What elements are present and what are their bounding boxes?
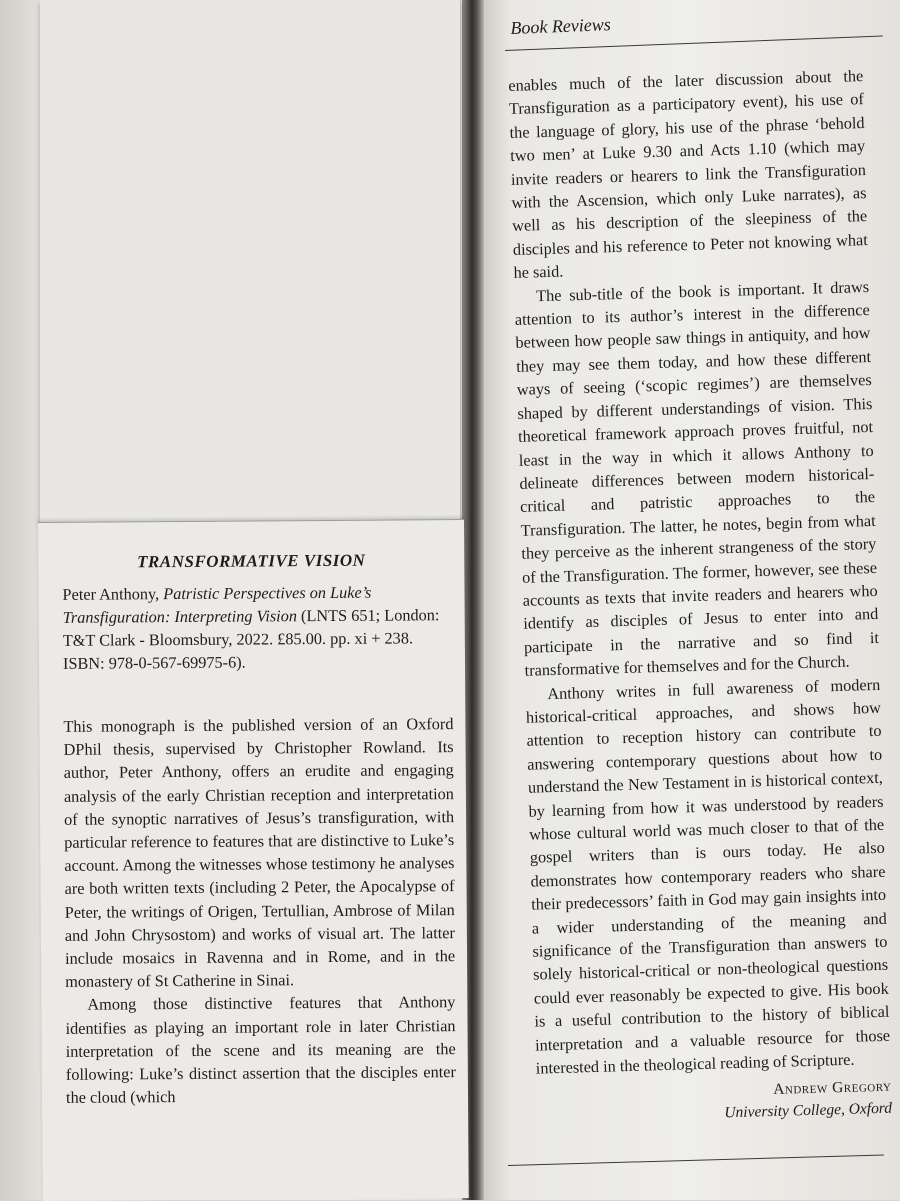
citation-details: (LNTS 651; London: T&T Clark - Bloomsbury, 2022. £85.00. pp. xi + 238. ISBN: 978-0-567-69975-6). [62,605,440,673]
reviewer-affiliation: University College, Oxford [724,1100,893,1122]
review-clipping [38,519,469,1201]
reviewer-name: Andrew Gregory [773,1078,892,1099]
review-title: TRANSFORMATIVE VISION [137,550,366,572]
right-paragraph-1: enables much of the later discussion about the Transfiguration as a participatory event), his use of the language of glory, his use of the phrase ‘behold two men’ at Luke 9.30 and Acts 1.10 (which may invite readers or hearers to link the Transfiguration with the Ascension, which only Luke narrates), as well as his description of the sleepiness of the disciples and his reference to Peter not knowing what he said. [508,66,869,283]
citation-book-title: Patristic Perspectives on Luke’s Transfiguration: Interpreting Vision [62,582,372,627]
running-head: Book Reviews [510,14,612,38]
book-citation [62,580,453,675]
right-paragraph-3: Anthony writes in full awareness of modern historical-critical approaches, and shows how attention to reception history can contribute to answering contemporary questions about how to understand the New Testament in is historical context, by learning from how it was understood by readers whose cultural world was much closer to that of the gospel writers than is ours today. He also demonstrates how contemporary readers who share their predecessors’ faith in God may gain insights into a wider understanding of the meaning and significance of the Transfiguration than answers to solely historical-critical or non-theological questions could ever reasonably be expected to give. His book is a useful contribution to the history of biblical interpretation and a valuable resource for those interested in the theological reading of Scripture. [525,674,891,1078]
left-paragraph-1: This monograph is the published version of an Oxford DPhil thesis, supervised by Christopher Rowland. Its author, Peter Anthony, offers an erudite and engaging analysis of the early Christian reception and interpretation of the synoptic narratives of Jesus’s transfiguration, with particular reference to features that are distinctive to Luke’s account. Among the witnesses whose testimony he analyses are both written texts (including 2 Peter, the Apocalypse of Peter, the writings of Origen, Tertullian, Ambrose of Milan and John Chrysostom) and works of visual art. The latter include mosaics in Ravenna and in Rome, and in the monastery of St Catherine in Sinai. [63,714,456,992]
right-paragraph-2: The sub-title of the book is important. It draws attention to its author’s interest in the difference between how people saw things in antiquity, and how they may see them today, and how these different ways of seeing (‘scopic regimes’) are themselves shaped by different understandings of vision. This theoretical framework approach proves fruitful, not least in the way in which it allows Anthony to delineate differences between modern historical-critical and patristic approaches to the Transfiguration. The latter, he notes, begin from what they perceive as the inherent strangeness of the story of the Transfiguration. The former, however, see these accounts as texts that invite readers and hearers who identify as disciples of Jesus to enter into and participate in the narrative and so find it transformative for themselves and for the Church. [514,276,880,680]
left-review-body [63,712,456,1109]
right-review-body [508,64,892,1130]
citation-author: Peter Anthony, [62,584,160,604]
blank-inserted-sheet [40,0,461,522]
left-paragraph-2: Among those distinctive features that Anthony identifies as playing an important role in later Christian interpretation of the scene and its meaning are the following: Luke’s distinct assertion that the disciples enter the cloud (which [65,992,456,1108]
